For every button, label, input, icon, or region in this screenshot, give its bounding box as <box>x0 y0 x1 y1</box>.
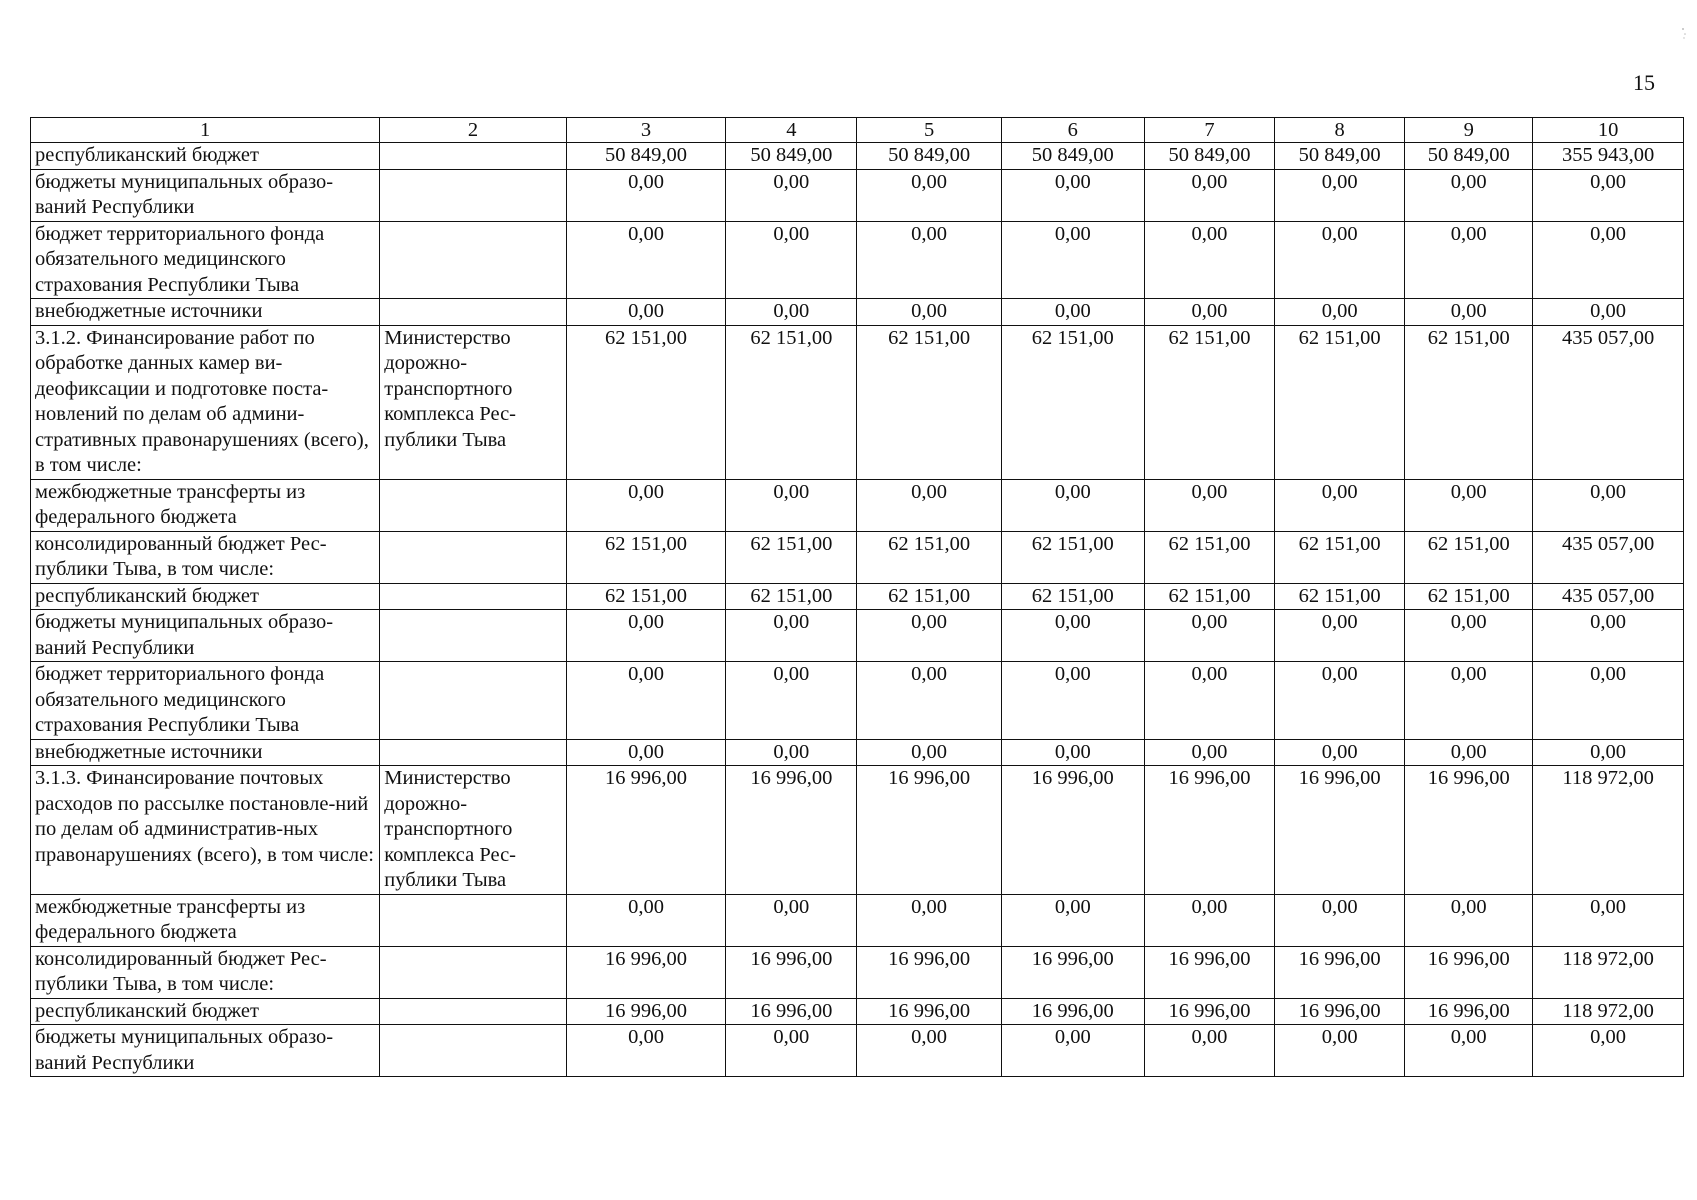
row-value-cell: 0,00 <box>1533 169 1684 221</box>
row-value-cell: 62 151,00 <box>566 531 725 583</box>
row-value-cell: 50 849,00 <box>566 143 725 170</box>
row-name-cell: республиканский бюджет <box>31 143 380 170</box>
row-value-cell: 0,00 <box>566 299 725 326</box>
row-value-cell: 16 996,00 <box>726 946 857 998</box>
row-value-cell: 0,00 <box>566 1025 725 1077</box>
row-value-cell: 62 151,00 <box>1144 583 1274 610</box>
row-value-cell: 0,00 <box>857 221 1001 299</box>
table-body <box>31 118 1684 1077</box>
table-row <box>31 221 1684 299</box>
row-value-cell: 0,00 <box>857 169 1001 221</box>
table-row <box>31 299 1684 326</box>
row-value-cell: 0,00 <box>1144 739 1274 766</box>
row-value-cell: 62 151,00 <box>1144 325 1274 479</box>
row-name-cell: межбюджетные трансферты из федерального бюджета <box>31 479 380 531</box>
row-value-cell: 50 849,00 <box>726 143 857 170</box>
row-value-cell: 62 151,00 <box>857 325 1001 479</box>
row-value-cell: 0,00 <box>1275 739 1405 766</box>
row-value-cell: 0,00 <box>1405 662 1533 740</box>
row-value-cell: 50 849,00 <box>1001 143 1144 170</box>
row-value-cell: 0,00 <box>1001 662 1144 740</box>
row-value-cell: 50 849,00 <box>857 143 1001 170</box>
column-header-8: 8 <box>1275 118 1405 143</box>
row-value-cell: 62 151,00 <box>1001 583 1144 610</box>
row-value-cell: 50 849,00 <box>1144 143 1274 170</box>
row-name-cell: консолидированный бюджет Рес-публики Тыва, в том числе: <box>31 531 380 583</box>
table-row <box>31 766 1684 895</box>
row-value-cell: 0,00 <box>1405 610 1533 662</box>
row-value-cell: 0,00 <box>1001 894 1144 946</box>
row-value-cell: 62 151,00 <box>857 583 1001 610</box>
row-value-cell: 0,00 <box>1001 221 1144 299</box>
row-value-cell: 0,00 <box>1001 739 1144 766</box>
table-row <box>31 894 1684 946</box>
row-value-cell: 50 849,00 <box>1275 143 1405 170</box>
row-value-cell: 118 972,00 <box>1533 998 1684 1025</box>
column-header-9: 9 <box>1405 118 1533 143</box>
budget-table <box>30 117 1684 1077</box>
row-value-cell: 16 996,00 <box>566 766 725 895</box>
table-row <box>31 662 1684 740</box>
row-value-cell: 16 996,00 <box>857 946 1001 998</box>
row-value-cell: 16 996,00 <box>1275 946 1405 998</box>
row-name-cell: 3.1.2. Финансирование работ по обработке данных камер ви-деофиксации и подготовке поста-новлений по делам об админи-стративных правонарушениях (всего), в том числе: <box>31 325 380 479</box>
row-value-cell: 435 057,00 <box>1533 583 1684 610</box>
row-value-cell: 0,00 <box>1001 479 1144 531</box>
column-header-6: 6 <box>1001 118 1144 143</box>
table-row <box>31 143 1684 170</box>
row-value-cell: 0,00 <box>1144 169 1274 221</box>
row-value-cell: 0,00 <box>1405 299 1533 326</box>
column-header-3: 3 <box>566 118 725 143</box>
row-name-cell: внебюджетные источники <box>31 299 380 326</box>
row-value-cell: 0,00 <box>726 894 857 946</box>
page-number: 15 <box>1633 70 1655 95</box>
row-value-cell: 0,00 <box>1144 894 1274 946</box>
row-value-cell: 16 996,00 <box>1405 946 1533 998</box>
row-value-cell: 0,00 <box>726 221 857 299</box>
row-value-cell: 62 151,00 <box>1275 583 1405 610</box>
row-value-cell: 16 996,00 <box>1001 946 1144 998</box>
row-value-cell: 0,00 <box>1533 299 1684 326</box>
row-value-cell: 16 996,00 <box>566 998 725 1025</box>
row-value-cell: 355 943,00 <box>1533 143 1684 170</box>
row-value-cell: 118 972,00 <box>1533 766 1684 895</box>
row-name-cell: бюджеты муниципальных образо-ваний Республики <box>31 1025 380 1077</box>
row-value-cell: 0,00 <box>726 299 857 326</box>
row-value-cell: 0,00 <box>726 1025 857 1077</box>
row-value-cell: 0,00 <box>1275 169 1405 221</box>
table-row <box>31 610 1684 662</box>
row-value-cell: 0,00 <box>566 479 725 531</box>
row-value-cell: 62 151,00 <box>1144 531 1274 583</box>
row-value-cell: 16 996,00 <box>857 766 1001 895</box>
row-executor-cell <box>380 531 567 583</box>
row-name-cell: межбюджетные трансферты из федерального бюджета <box>31 894 380 946</box>
row-name-cell: бюджеты муниципальных образо-ваний Республики <box>31 610 380 662</box>
row-value-cell: 0,00 <box>1275 479 1405 531</box>
row-value-cell: 0,00 <box>566 894 725 946</box>
row-value-cell: 0,00 <box>1405 221 1533 299</box>
row-value-cell: 0,00 <box>1533 479 1684 531</box>
row-executor-cell: Министерство дорожно-транспортного комплекса Рес-публики Тыва <box>380 766 567 895</box>
table-row <box>31 325 1684 479</box>
row-value-cell: 0,00 <box>1144 221 1274 299</box>
row-value-cell: 0,00 <box>1001 299 1144 326</box>
row-executor-cell <box>380 662 567 740</box>
row-value-cell: 0,00 <box>1275 610 1405 662</box>
row-value-cell: 0,00 <box>566 610 725 662</box>
row-name-cell: республиканский бюджет <box>31 998 380 1025</box>
row-name-cell: консолидированный бюджет Рес-публики Тыва, в том числе: <box>31 946 380 998</box>
row-name-cell: бюджет территориального фонда обязательного медицинского страхования Республики Тыва <box>31 221 380 299</box>
row-executor-cell <box>380 739 567 766</box>
row-name-cell: республиканский бюджет <box>31 583 380 610</box>
row-value-cell: 62 151,00 <box>1405 325 1533 479</box>
row-value-cell: 16 996,00 <box>1144 946 1274 998</box>
row-executor-cell <box>380 143 567 170</box>
row-value-cell: 62 151,00 <box>566 583 725 610</box>
column-header-1: 1 <box>31 118 380 143</box>
row-executor-cell <box>380 1025 567 1077</box>
row-value-cell: 0,00 <box>1275 894 1405 946</box>
row-value-cell: 0,00 <box>726 662 857 740</box>
row-value-cell: 16 996,00 <box>566 946 725 998</box>
row-value-cell: 0,00 <box>1275 1025 1405 1077</box>
row-value-cell: 0,00 <box>857 894 1001 946</box>
row-value-cell: 0,00 <box>726 479 857 531</box>
row-value-cell: 0,00 <box>857 479 1001 531</box>
row-value-cell: 0,00 <box>726 169 857 221</box>
table-row <box>31 479 1684 531</box>
row-value-cell: 0,00 <box>1001 1025 1144 1077</box>
row-value-cell: 16 996,00 <box>1405 998 1533 1025</box>
row-value-cell: 62 151,00 <box>726 583 857 610</box>
row-value-cell: 435 057,00 <box>1533 531 1684 583</box>
row-value-cell: 0,00 <box>1275 662 1405 740</box>
column-header-7: 7 <box>1144 118 1274 143</box>
row-executor-cell <box>380 894 567 946</box>
row-value-cell: 16 996,00 <box>1144 766 1274 895</box>
row-value-cell: 435 057,00 <box>1533 325 1684 479</box>
row-value-cell: 0,00 <box>1405 169 1533 221</box>
row-value-cell: 0,00 <box>1144 299 1274 326</box>
row-executor-cell <box>380 946 567 998</box>
row-value-cell: 62 151,00 <box>1275 531 1405 583</box>
column-header-4: 4 <box>726 118 857 143</box>
row-value-cell: 16 996,00 <box>726 766 857 895</box>
row-value-cell: 0,00 <box>857 662 1001 740</box>
row-executor-cell <box>380 479 567 531</box>
row-value-cell: 16 996,00 <box>1144 998 1274 1025</box>
row-value-cell: 0,00 <box>857 610 1001 662</box>
row-value-cell: 0,00 <box>1001 169 1144 221</box>
row-name-cell: внебюджетные источники <box>31 739 380 766</box>
row-value-cell: 0,00 <box>566 739 725 766</box>
row-value-cell: 0,00 <box>566 662 725 740</box>
row-value-cell: 0,00 <box>1533 221 1684 299</box>
row-value-cell: 0,00 <box>1405 739 1533 766</box>
row-value-cell: 0,00 <box>1533 894 1684 946</box>
row-executor-cell <box>380 169 567 221</box>
row-name-cell: бюджеты муниципальных образо-ваний Республики <box>31 169 380 221</box>
row-value-cell: 0,00 <box>1275 299 1405 326</box>
row-value-cell: 0,00 <box>1144 1025 1274 1077</box>
table-row <box>31 583 1684 610</box>
row-value-cell: 0,00 <box>1533 662 1684 740</box>
table-row <box>31 946 1684 998</box>
table-row <box>31 531 1684 583</box>
row-value-cell: 62 151,00 <box>1001 325 1144 479</box>
row-value-cell: 0,00 <box>1405 1025 1533 1077</box>
column-header-10: 10 <box>1533 118 1684 143</box>
row-value-cell: 16 996,00 <box>1001 766 1144 895</box>
row-value-cell: 16 996,00 <box>1275 998 1405 1025</box>
row-value-cell: 0,00 <box>857 1025 1001 1077</box>
scan-speck-icon <box>1681 26 1687 40</box>
row-value-cell: 16 996,00 <box>1001 998 1144 1025</box>
row-executor-cell <box>380 998 567 1025</box>
row-value-cell: 0,00 <box>726 739 857 766</box>
row-value-cell: 16 996,00 <box>1405 766 1533 895</box>
row-value-cell: 62 151,00 <box>566 325 725 479</box>
row-value-cell: 0,00 <box>857 299 1001 326</box>
row-value-cell: 118 972,00 <box>1533 946 1684 998</box>
row-value-cell: 16 996,00 <box>1275 766 1405 895</box>
row-value-cell: 0,00 <box>1144 662 1274 740</box>
row-value-cell: 62 151,00 <box>1405 531 1533 583</box>
row-value-cell: 0,00 <box>1533 739 1684 766</box>
row-executor-cell <box>380 610 567 662</box>
table-row <box>31 998 1684 1025</box>
row-value-cell: 62 151,00 <box>1001 531 1144 583</box>
table-row <box>31 1025 1684 1077</box>
row-value-cell: 0,00 <box>1144 610 1274 662</box>
row-value-cell: 16 996,00 <box>726 998 857 1025</box>
row-value-cell: 0,00 <box>857 739 1001 766</box>
column-header-5: 5 <box>857 118 1001 143</box>
table-row <box>31 169 1684 221</box>
row-executor-cell <box>380 221 567 299</box>
row-value-cell: 0,00 <box>1533 610 1684 662</box>
row-value-cell: 0,00 <box>1405 894 1533 946</box>
row-name-cell: 3.1.3. Финансирование почтовых расходов по рассылке постановле-ний по делам об административ-ных правонарушениях (всего), в том числе: <box>31 766 380 895</box>
row-executor-cell <box>380 299 567 326</box>
row-value-cell: 0,00 <box>1001 610 1144 662</box>
row-value-cell: 62 151,00 <box>857 531 1001 583</box>
row-value-cell: 62 151,00 <box>1275 325 1405 479</box>
row-value-cell: 0,00 <box>1275 221 1405 299</box>
row-value-cell: 0,00 <box>1144 479 1274 531</box>
table-row <box>31 739 1684 766</box>
row-value-cell: 50 849,00 <box>1405 143 1533 170</box>
row-value-cell: 16 996,00 <box>857 998 1001 1025</box>
row-value-cell: 0,00 <box>566 221 725 299</box>
row-value-cell: 62 151,00 <box>726 531 857 583</box>
column-header-2: 2 <box>380 118 567 143</box>
row-executor-cell: Министерство дорожно-транспортного комплекса Рес-публики Тыва <box>380 325 567 479</box>
table-header-row <box>31 118 1684 143</box>
row-name-cell: бюджет территориального фонда обязательного медицинского страхования Республики Тыва <box>31 662 380 740</box>
row-value-cell: 0,00 <box>566 169 725 221</box>
row-value-cell: 62 151,00 <box>1405 583 1533 610</box>
row-value-cell: 0,00 <box>1405 479 1533 531</box>
row-executor-cell <box>380 583 567 610</box>
row-value-cell: 62 151,00 <box>726 325 857 479</box>
row-value-cell: 0,00 <box>1533 1025 1684 1077</box>
row-value-cell: 0,00 <box>726 610 857 662</box>
